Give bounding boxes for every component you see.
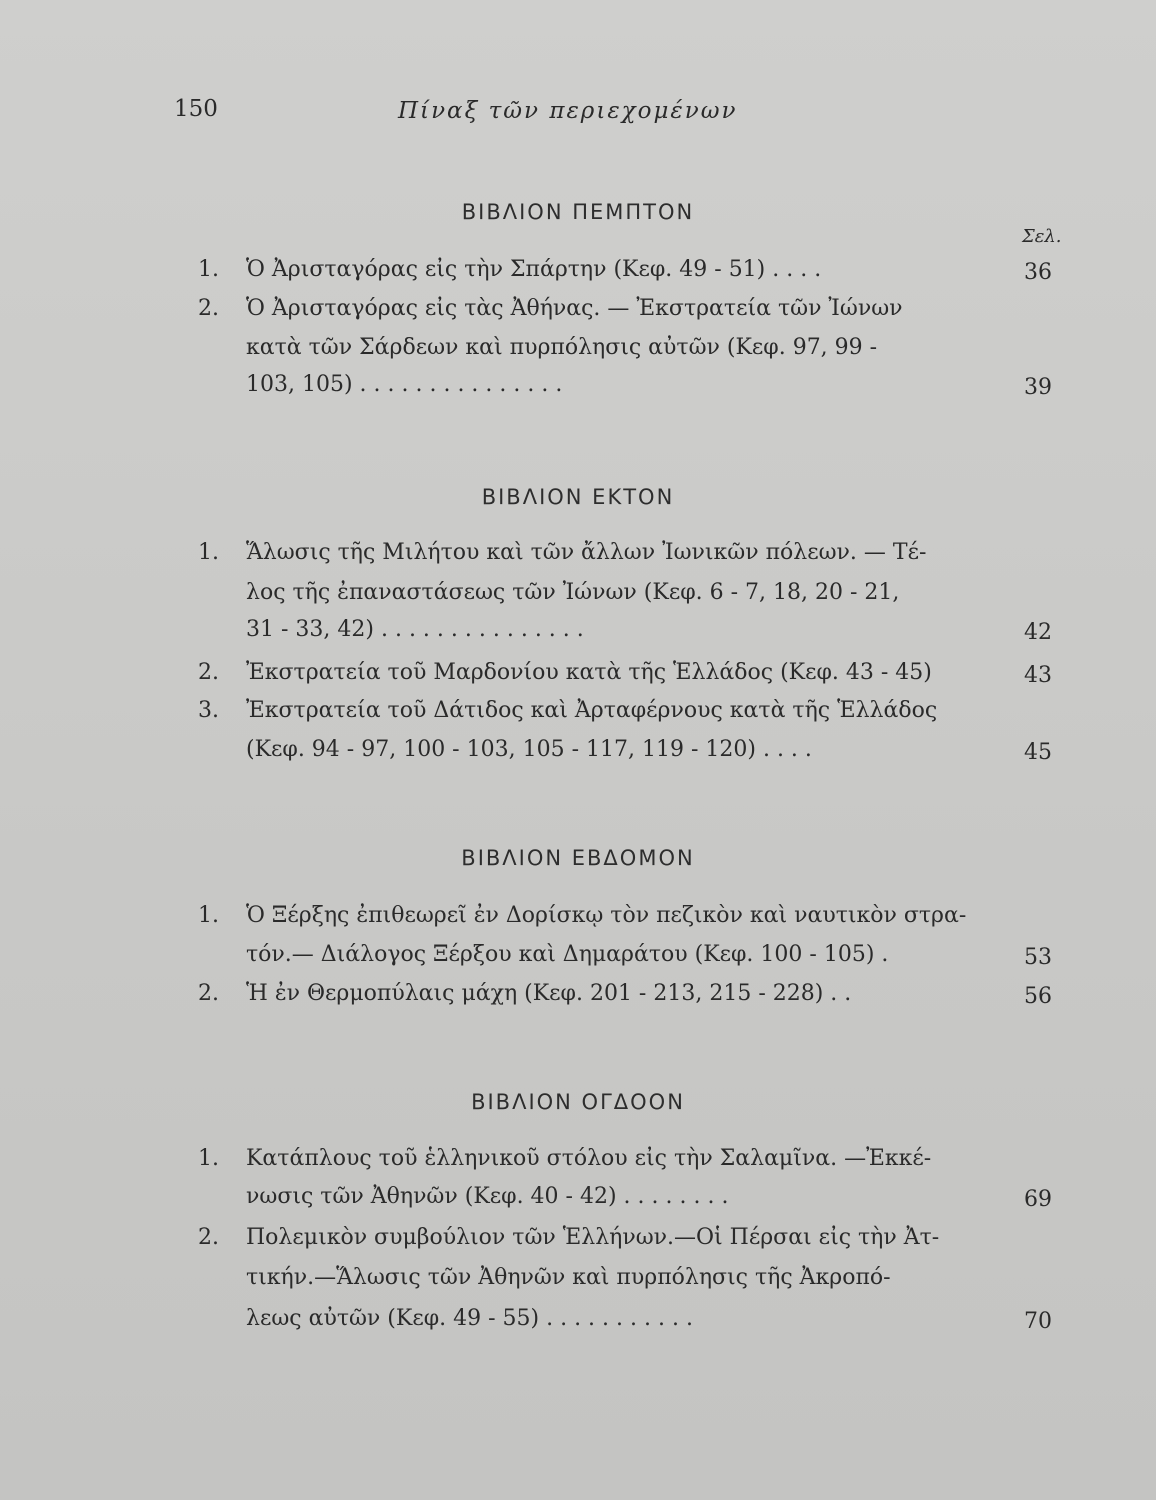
entry-page: 43 [1024,663,1052,688]
entry-number: 2. [198,981,219,1006]
entry-text: Ὁ Ἀρισταγόρας εἰς τὴν Σπάρτην (Κεφ. 49 - 51) . . . . [246,257,822,282]
entry-text: Ὁ Ξέρξης ἐπιθεωρεῖ ἐν Δορίσκῳ τὸν πεζικὸν καὶ ναυτικὸν στρα- [246,903,967,928]
entry-text: τικήν.—Ἅλωσις τῶν Ἀθηνῶν καὶ πυρπόλησις τῆς Ἀκροπό- [246,1265,891,1290]
entry-number: 2. [198,296,219,321]
entry-text: 103, 105) . . . . . . . . . . . . . . . [246,372,563,397]
page-column-label: Σελ. [1022,226,1062,247]
entry-text: Ἅλωσις τῆς Μιλήτου καὶ τῶν ἄλλων Ἰωνικῶν πόλεων. — Τέ- [246,540,927,565]
entry-text: λεως αὐτῶν (Κεφ. 49 - 55) . . . . . . . . . . . [246,1306,693,1331]
book-title-7: ΒΙΒΛΙΟΝ ΕΒΔΟΜΟΝ [461,846,695,870]
entry-text: λος τῆς ἐπαναστάσεως τῶν Ἰώνων (Κεφ. 6 - 7, 18, 20 - 21, [246,580,900,605]
entry-page: 69 [1024,1187,1052,1212]
entry-text: νωσις τῶν Ἀθηνῶν (Κεφ. 40 - 42) . . . . . . . . [246,1184,729,1209]
entry-text: κατὰ τῶν Σάρδεων καὶ πυρπόλησις αὐτῶν (Κεφ. 97, 99 - [246,335,878,360]
entry-text: Ἐκστρατεία τοῦ Δάτιδος καὶ Ἀρταφέρνους κατὰ τῆς Ἑλλάδος [246,698,938,723]
entry-page: 45 [1024,740,1052,765]
entry-text: Ἐκστρατεία τοῦ Μαρδονίου κατὰ τῆς Ἑλλάδος (Κεφ. 43 - 45) [246,660,932,685]
entry-number: 2. [198,660,219,685]
entry-text: Ἡ ἐν Θερμοπύλαις μάχη (Κεφ. 201 - 213, 215 - 228) . . [246,981,852,1006]
entry-page: 56 [1024,984,1052,1009]
book-title-6: ΒΙΒΛΙΟΝ ΕΚΤΟΝ [481,485,675,509]
entry-page: 70 [1024,1309,1052,1334]
entry-text: Ὁ Ἀρισταγόρας εἰς τὰς Ἀθήνας. — Ἐκστρατεία τῶν Ἰώνων [246,296,903,321]
entry-text: τόν.— Διάλογος Ξέρξου καὶ Δημαράτου (Κεφ. 100 - 105) . [246,942,889,967]
book-title-5: ΒΙΒΛΙΟΝ ΠΕΜΠΤΟΝ [461,200,695,224]
entry-number: 1. [198,257,219,282]
entry-text: Πολεμικὸν συμβούλιον τῶν Ἑλλήνων.—Οἱ Πέρσαι εἰς τὴν Ἀτ- [246,1225,940,1250]
page-number: 150 [174,96,218,122]
entry-number: 3. [198,698,219,723]
page-title: Πίναξ τῶν περιεχομένων [398,98,738,124]
entry-page: 42 [1024,620,1052,645]
entry-text: Κατάπλους τοῦ ἑλληνικοῦ στόλου εἰς τὴν Σαλαμῖνα. —Ἐκκέ- [246,1146,932,1171]
book-title-8: ΒΙΒΛΙΟΝ ΟΓΔΟΟΝ [471,1090,685,1114]
entry-number: 2. [198,1225,219,1250]
entry-text: (Κεφ. 94 - 97, 100 - 103, 105 - 117, 119 - 120) . . . . [246,737,812,762]
entry-number: 1. [198,1146,219,1171]
entry-page: 53 [1024,945,1052,970]
entry-page: 39 [1024,375,1052,400]
entry-text: 31 - 33, 42) . . . . . . . . . . . . . . . [246,617,584,642]
entry-number: 1. [198,903,219,928]
entry-number: 1. [198,540,219,565]
entry-page: 36 [1024,260,1052,285]
